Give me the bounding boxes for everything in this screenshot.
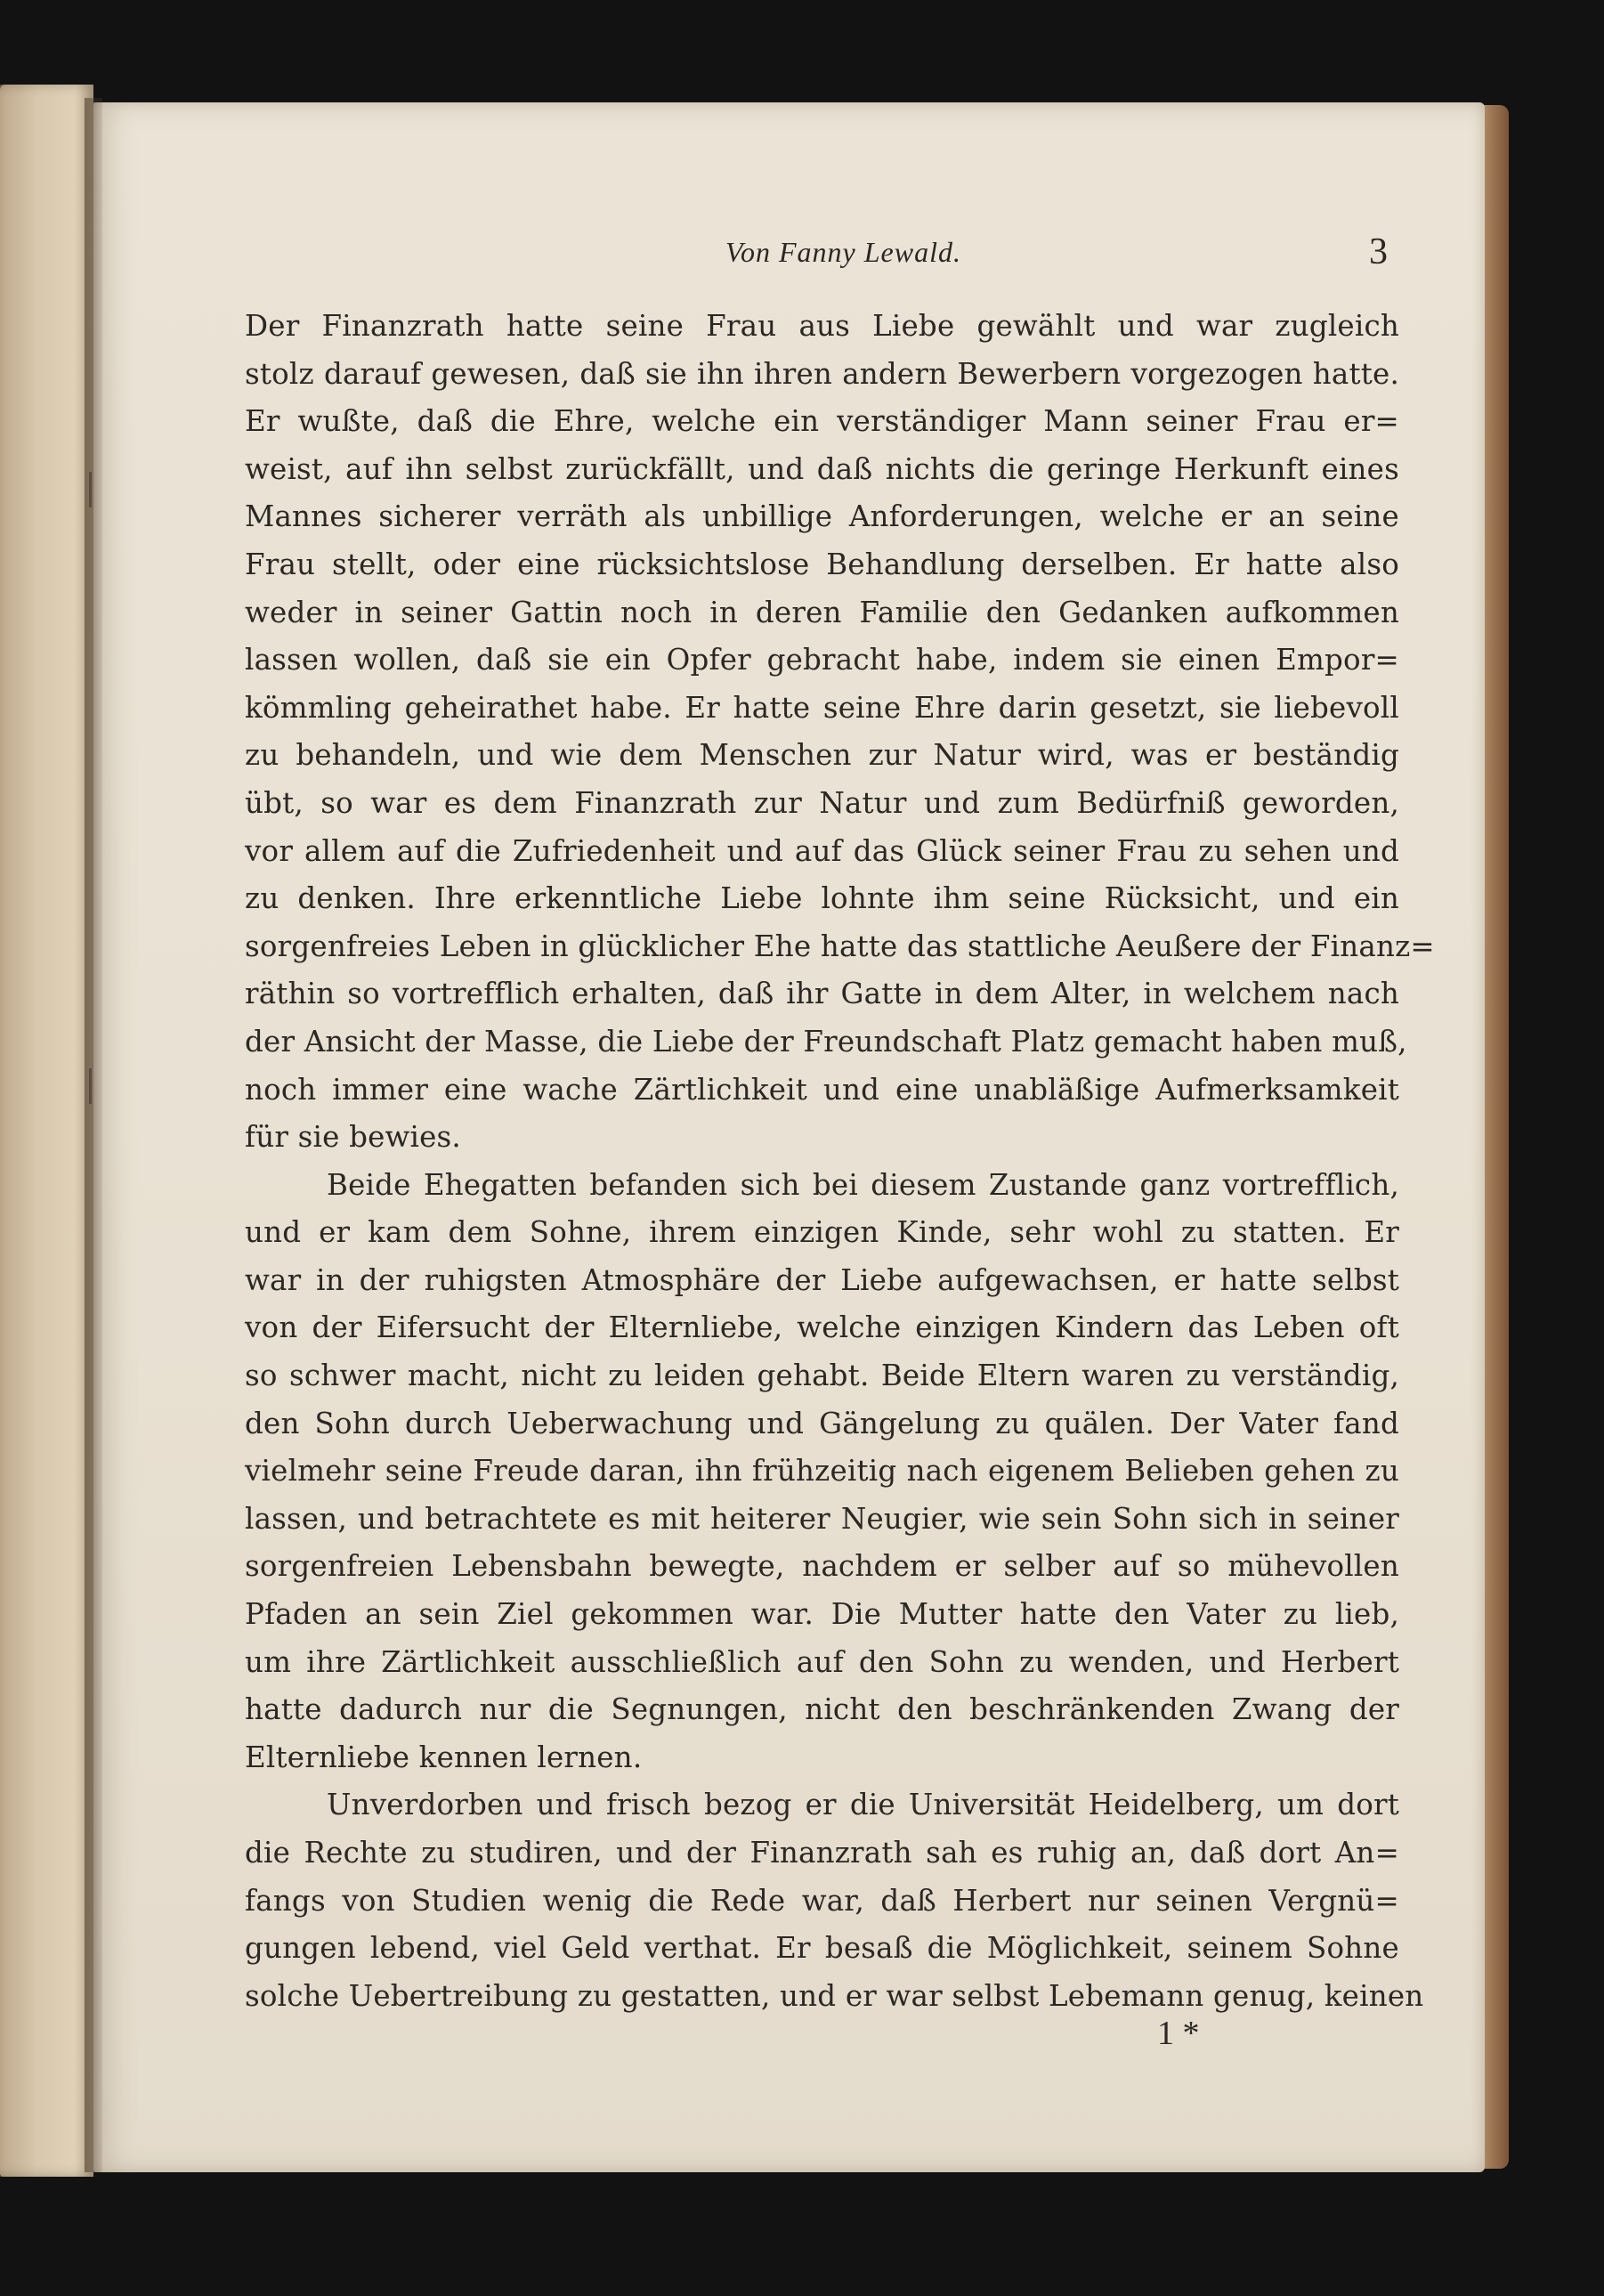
text-line: Frau stellt, oder eine rücksichtslose Behandlung derselben. Er hatte also bbox=[245, 547, 1399, 581]
text-line: zu denken. Ihre erkenntliche Liebe lohnte ihm seine Rücksicht, und ein bbox=[245, 881, 1399, 916]
text-line: weder in seiner Gattin noch in deren Familie den Gedanken aufkommen bbox=[245, 595, 1399, 629]
text-line: lassen wollen, daß sie ein Opfer gebracht habe, indem sie einen Empor= bbox=[245, 643, 1399, 677]
text-line: Pfaden an sein Ziel gekommen war. Die Mutter hatte den Vater zu lieb, bbox=[245, 1597, 1399, 1632]
text-line: sorgenfreien Lebensbahn bewegte, nachdem er selber auf so mühevollen bbox=[245, 1549, 1399, 1584]
text-line: war in der ruhigsten Atmosphäre der Liebe aufgewachsen, er hatte selbst bbox=[245, 1262, 1399, 1297]
text-line: vielmehr seine Freude daran, ihn frühzeitig nach eigenem Belieben gehen zu bbox=[245, 1454, 1399, 1489]
text-line: so schwer macht, nicht zu leiden gehabt. Beide Eltern waren zu verständig, bbox=[245, 1359, 1399, 1393]
text-line: zu behandeln, und wie dem Menschen zur Natur wird, was er beständig bbox=[245, 738, 1399, 773]
text-line: übt, so war es dem Finanzrath zur Natur und zum Bedürfniß geworden, bbox=[245, 785, 1399, 820]
margin-mark bbox=[89, 472, 92, 507]
text-line: Der Finanzrath hatte seine Frau aus Liebe gewählt und war zugleich bbox=[245, 309, 1399, 343]
page-number: 3 bbox=[1369, 231, 1388, 272]
text-line: lassen, und betrachtete es mit heiterer Neugier, wie sein Sohn sich in seiner bbox=[245, 1501, 1399, 1536]
signature-mark: 1 * bbox=[1157, 2015, 1200, 2052]
previous-page-edge bbox=[0, 85, 93, 2177]
text-line: sorgenfreies Leben in glücklicher Ehe hatte das stattliche Aeußere der Finanz= bbox=[245, 929, 1435, 963]
running-head: Von Fanny Lewald. bbox=[725, 236, 961, 268]
page-header bbox=[93, 225, 1485, 279]
text-line: Elternliebe kennen lernen. bbox=[245, 1740, 643, 1774]
text-line: räthin so vortrefflich erhalten, daß ihr Gatte in dem Alter, in welchem nach bbox=[245, 977, 1399, 1011]
body-text bbox=[245, 303, 1435, 2020]
text-line: Er wußte, daß die Ehre, welche ein verständiger Mann seiner Frau er= bbox=[245, 404, 1399, 439]
margin-mark bbox=[89, 1068, 92, 1104]
text-line: fangs von Studien wenig die Rede war, daß Herbert nur seinen Vergnü= bbox=[245, 1883, 1399, 1918]
text-line: solche Uebertreibung zu gestatten, und er war selbst Lebemann genug, keinen bbox=[245, 1978, 1424, 2013]
text-line: stolz darauf gewesen, daß sie ihn ihren andern Bewerbern vorgezogen hatte. bbox=[245, 356, 1399, 391]
text-line: hatte dadurch nur die Segnungen, nicht den beschränkenden Zwang der bbox=[245, 1692, 1399, 1727]
text-line: den Sohn durch Ueberwachung und Gängelung zu quälen. Der Vater fand bbox=[245, 1406, 1399, 1440]
text-line: kömmling geheirathet habe. Er hatte seine Ehre darin gesetzt, sie liebevoll bbox=[245, 690, 1399, 725]
text-line: und er kam dem Sohne, ihrem einzigen Kinde, sehr wohl zu statten. Er bbox=[245, 1215, 1399, 1250]
text-line: Mannes sicherer verräth als unbillige Anforderungen, welche er an seine bbox=[245, 499, 1399, 534]
text-line: Unverdorben und frisch bezog er die Universität Heidelberg, um dort bbox=[327, 1788, 1399, 1822]
text-line: weist, auf ihn selbst zurückfällt, und daß nichts die geringe Herkunft eines bbox=[245, 451, 1399, 486]
text-line: um ihre Zärtlichkeit ausschließlich auf den Sohn zu wenden, und Herbert bbox=[245, 1644, 1399, 1679]
text-line: Beide Ehegatten befanden sich bei diesem Zustande ganz vortrefflich, bbox=[327, 1167, 1399, 1202]
text-line: vor allem auf die Zufriedenheit und auf das Glück seiner Frau zu sehen und bbox=[245, 833, 1399, 868]
text-line: für sie bewies. bbox=[245, 1120, 461, 1155]
text-line: der Ansicht der Masse, die Liebe der Freundschaft Platz gemacht haben muß, bbox=[245, 1024, 1407, 1059]
text-line: die Rechte zu studiren, und der Finanzrath sah es ruhig an, daß dort An= bbox=[245, 1836, 1399, 1870]
text-line: von der Eifersucht der Elternliebe, welche einzigen Kindern das Leben oft bbox=[245, 1310, 1399, 1345]
spine-gutter bbox=[85, 98, 102, 2172]
text-line: gungen lebend, viel Geld verthat. Er besaß die Möglichkeit, seinem Sohne bbox=[245, 1931, 1399, 1966]
text-line: noch immer eine wache Zärtlichkeit und eine unabläßige Aufmerksamkeit bbox=[245, 1072, 1399, 1107]
